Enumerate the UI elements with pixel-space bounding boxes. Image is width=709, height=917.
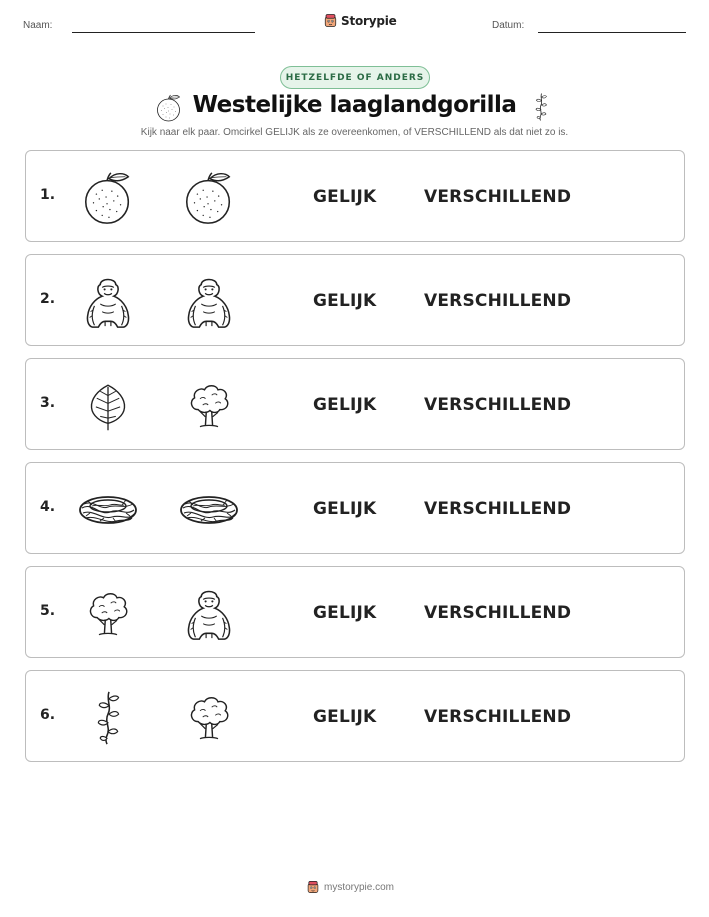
question-number: 4. [40, 499, 56, 515]
option-different[interactable]: VERSCHILLEND [424, 395, 572, 415]
question-row-5 [25, 566, 685, 658]
option-different[interactable]: VERSCHILLEND [424, 603, 572, 623]
question-number: 2. [40, 291, 56, 307]
right-picture [179, 376, 239, 436]
option-different[interactable]: VERSCHILLEND [424, 499, 572, 519]
question-row-2 [25, 254, 685, 346]
footer-site[interactable]: mystorypie.com [324, 881, 395, 893]
right-picture [179, 688, 239, 748]
name-label: Naam: [23, 20, 53, 31]
gorilla-icon [180, 585, 238, 643]
option-different[interactable]: VERSCHILLEND [424, 187, 572, 207]
orange-icon [180, 169, 238, 227]
option-same[interactable]: GELIJK [313, 187, 377, 207]
storypie-mascot-icon [323, 13, 338, 28]
page-title: Westelijke laaglandgorilla [192, 92, 517, 118]
option-different[interactable]: VERSCHILLEND [424, 707, 572, 727]
left-picture [78, 584, 138, 644]
right-picture [179, 272, 239, 332]
gorilla-icon [180, 273, 238, 331]
question-row-6 [25, 670, 685, 762]
gorilla-icon [79, 273, 137, 331]
leaf-icon [82, 380, 134, 432]
option-same[interactable]: GELIJK [313, 499, 377, 519]
left-picture [78, 272, 138, 332]
left-picture [78, 480, 138, 540]
right-picture [179, 584, 239, 644]
date-line[interactable] [538, 32, 686, 33]
footer [306, 880, 394, 894]
left-picture [78, 688, 138, 748]
worksheet-badge: HETZELFDE OF ANDERS [280, 66, 430, 89]
orange-icon [79, 169, 137, 227]
tree-icon [182, 691, 236, 745]
date-label: Datum: [492, 20, 525, 31]
instructions: Kijk naar elk paar. Omcirkel GELIJK als ze overeenkomen, of VERSCHILLEND als dat niet zo is. [140, 127, 569, 138]
nest-icon [179, 480, 239, 540]
option-same[interactable]: GELIJK [313, 291, 377, 311]
left-picture [78, 168, 138, 228]
vine-icon [531, 91, 551, 123]
brand-name: Storypie [341, 13, 397, 28]
storypie-mascot-icon [306, 880, 320, 894]
question-number: 1. [40, 187, 56, 203]
tree-icon [182, 379, 236, 433]
left-picture [78, 376, 138, 436]
name-line[interactable] [72, 32, 255, 33]
option-different[interactable]: VERSCHILLEND [424, 291, 572, 311]
right-picture [179, 168, 239, 228]
question-row-4 [25, 462, 685, 554]
question-number: 5. [40, 603, 56, 619]
option-same[interactable]: GELIJK [313, 603, 377, 623]
vine-icon [79, 689, 137, 747]
option-same[interactable]: GELIJK [313, 707, 377, 727]
question-number: 6. [40, 707, 56, 723]
question-row-1 [25, 150, 685, 242]
brand-logo [323, 13, 397, 28]
question-number: 3. [40, 395, 56, 411]
question-row-3 [25, 358, 685, 450]
tree-icon [81, 587, 135, 641]
nest-icon [78, 480, 138, 540]
right-picture [179, 480, 239, 540]
option-same[interactable]: GELIJK [313, 395, 377, 415]
